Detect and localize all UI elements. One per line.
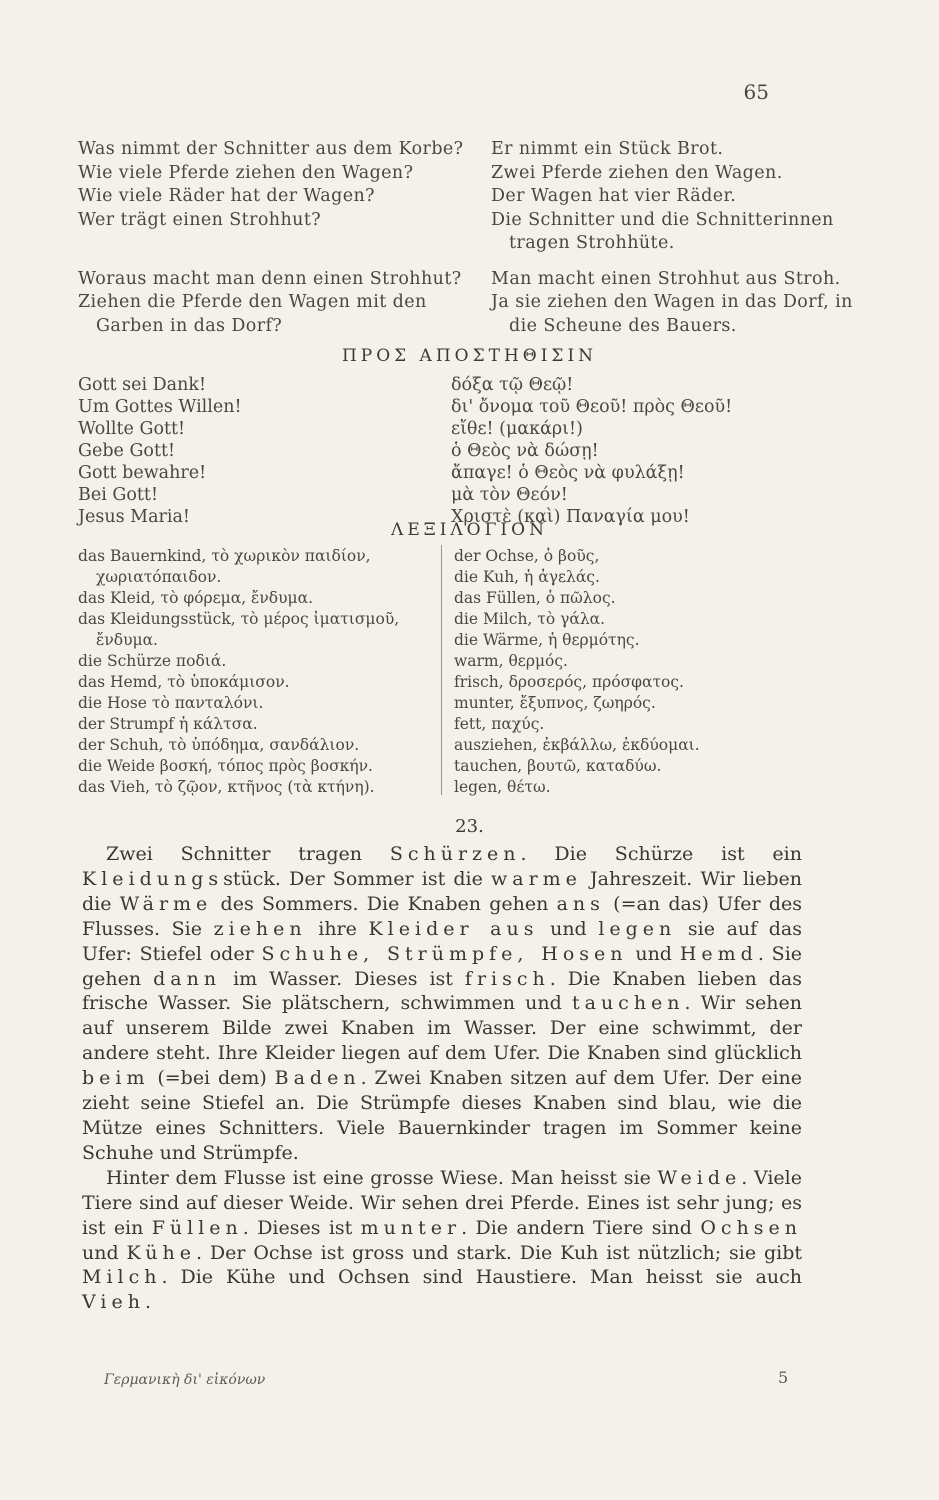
page-number: 65 [743,80,769,104]
vocab-entry: frisch, δροσερός, πρόσφατος. [454,673,684,691]
question: Wie viele Pferde ziehen den Wagen? [78,162,414,183]
answer: Er nimmt ein Stück Brot. [491,139,724,159]
answer: Zwei Pferde ziehen den Wagen. [491,162,783,183]
vocab-entry: legen, θέτω. [454,778,551,796]
phrase-german: Gebe Gott! [78,441,176,461]
phrase-german: Wollte Gott! [78,419,186,439]
question: Was nimmt der Schnitter aus dem Korbe? [78,139,464,159]
phrase-greek: μὰ τὸν Θεόν! [451,485,568,505]
footer-title: Γερμανικὴ δι' εἰκόνων [104,1372,266,1388]
qa-row [78,268,854,292]
vocabulary [0,546,939,816]
phrase-greek: δόξα τῷ Θεῷ! [451,375,574,395]
answer: Der Wagen hat vier Räder. [491,186,737,206]
qa-row [78,138,854,162]
vocab-entry: tauchen, βουτῶ, καταδύω. [454,757,662,775]
signature-mark: 5 [778,1368,789,1387]
vocab-entry: die Milch, τὸ γάλα. [454,610,606,628]
phrase-greek: Χριστὲ (καὶ) Παναγία μου! [451,507,690,527]
question: Wie viele Räder hat der Wagen? [78,186,375,206]
phrase-german: Gott bewahre! [78,463,207,483]
qa-row [78,209,854,256]
paragraph: Zwei Schnitter tragen Schürzen. Die Schürze ist ein Kleidungsstück. Der Sommer ist die warme Jahreszeit. Wir lieben die Wärme des Sommers. Die Knaben gehen ans (=an das) Ufer des Flusses. Sie ziehen ihre Kleider aus und legen sie auf das Ufer: Stiefel oder Schuhe, Strümpfe, Hosen und Hemd. Sie gehen dann im Wasser. Dieses ist frisch. Die Knaben lieben das frische Wasser. Sie plätschern, schwimmen und tauchen. Wir sehen auf unserem Bilde zwei Knaben im Wasser. Der eine schwimmt, der andere steht. Ihre Kleider liegen auf dem Ufer. Die Knaben sind glücklich beim (=bei dem) Baden. Zwei Knaben sitzen auf dem Ufer. Der eine zieht seine Stiefel an. Die Strümpfe dieses Knaben sind blau, wie die Mütze eines Schnitters. Viele Bauernkinder tragen im Sommer keine Schuhe und Strümpfe. [82,843,803,1164]
vocab-entry: die Schürze ποδιά. [78,652,227,670]
vocab-entry: der Strumpf ἡ κάλτσα. [78,715,258,733]
question-answer-block [78,138,854,338]
qa-row [78,291,854,338]
phrase-german: Jesus Maria! [78,507,190,527]
question: Wer trägt einen Strohhut? [78,209,322,230]
phrase-german: Gott sei Dank! [78,375,207,395]
vocab-entry: die Kuh, ἡ ἀγελάς. [454,568,600,586]
phrase-greek: δι' ὄνομα τοῦ Θεοῦ! πρὸς Θεοῦ! [451,397,733,417]
vocab-entry: die Wärme, ἡ θερμότης. [454,631,640,649]
vocab-entry: das Kleidungsstück, τὸ μέρος ἱματισμοῦ, ἔνδυμα. [78,610,400,649]
phrase-german: Bei Gott! [78,485,158,505]
vocab-entry: der Schuh, τὸ ὑπόδημα, σανδάλιον. [78,736,360,754]
answer: Man macht einen Strohhut aus Stroh. [491,268,841,289]
vocab-entry: die Hose τὸ πανταλόνι. [78,694,264,712]
vocab-entry: der Ochse, ὁ βοῦς, [454,547,600,565]
phrase-german: Um Gottes Willen! [78,397,242,417]
answer: Ja sie ziehen den Wagen in das Dorf, in die Scheune des Bauers. [491,292,853,336]
vocab-entry: munter, ἔξυπνος, ζωηρός. [454,694,656,712]
phrase-greek: εἴθε! (μακάρι!) [451,419,583,439]
question: Woraus macht man denn einen Strohhut? [78,268,462,289]
vocab-entry: das Füllen, ὁ πῶλος. [454,589,616,607]
vocab-entry: fett, παχύς. [454,715,545,733]
phrase-greek: ἄπαγε! ὁ Θεὸς νὰ φυλάξῃ! [451,463,685,483]
vocab-entry: ausziehen, ἐκβάλλω, ἐκδύομαι. [454,736,700,754]
qa-row [78,185,854,209]
section-number: 23. [455,816,484,837]
reading-text [82,842,802,1315]
vocabulary-left-column [78,546,443,798]
paragraph: Hinter dem Flusse ist eine grosse Wiese. Man heisst sie Weide. Viele Tiere sind auf dieser Weide. Wir sehen drei Pferde. Eines ist sehr jung; es ist ein Füllen. Dieses ist munter. Die andern Tiere sind Ochsen und Kühe. Der Ochse ist gross und stark. Die Kuh ist nützlich; sie gibt Milch. Die Kühe und Ochsen sind Haustiere. Man heisst sie auch Vieh. [82,1166,802,1314]
heading-vocabulary: ΛΕΞΙΛΟΓΙΟΝ [391,520,548,540]
answer: Die Schnitter und die Schnitterinnen tragen Strohhüte. [491,209,834,253]
qa-row [78,162,854,186]
heading-phrases: ΠΡΟΣ ΑΠΟΣΤΗΘΙΣΙΝ [341,346,598,366]
vocabulary-right-column [454,546,784,798]
phrase-list [0,374,939,527]
vocab-entry: das Bauernkind, τὸ χωρικὸν παιδίον, χωριατόπαιδον. [78,547,371,586]
vocab-entry: warm, θερμός. [454,652,568,670]
vocab-entry: das Kleid, τὸ φόρεμα, ἔνδυμα. [78,589,314,607]
vocab-entry: das Hemd, τὸ ὑποκάμισον. [78,673,290,691]
phrase-greek: ὁ Θεὸς νὰ δώσῃ! [451,441,599,461]
vocab-entry: das Vieh, τὸ ζῷον, κτῆνος (τὰ κτήνη). [78,778,375,796]
vocab-entry: die Weide βοσκή, τόπος πρὸς βοσκήν. [78,757,373,775]
question: Ziehen die Pferde den Wagen mit den Garben in das Dorf? [78,292,427,336]
